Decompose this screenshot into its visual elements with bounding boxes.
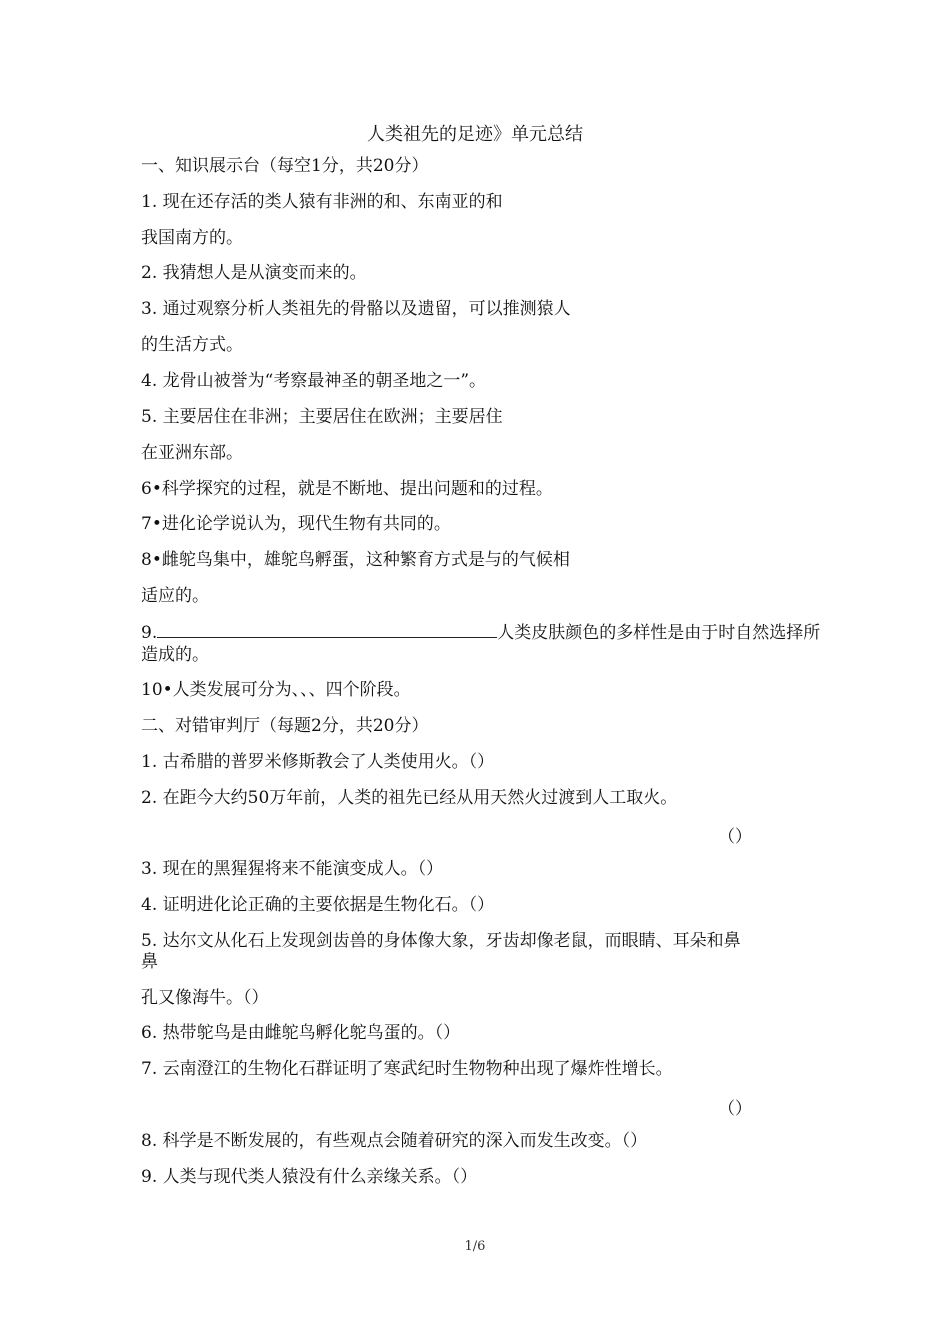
s2-question-2: 2. 在距今大约50万年前，人类的祖先已经从用天然火过渡到人工取火。 [141,788,678,808]
answer-blank [157,621,497,638]
s2-question-5b: 孔又像海牛。（） [141,988,269,1008]
s2-question-5-wrap: 鼻 [141,952,158,972]
s1-line: 的生活方式。 [141,335,243,355]
s1-line: 7•进化论学说认为，现代生物有共同的。 [141,514,451,534]
s2-question-3: 3. 现在的黑猩猩将来不能演变成人。（） [141,859,444,879]
s1-question-10: 10•人类发展可分为、、、四个阶段。 [141,680,411,700]
s1-line: 8•雌鸵鸟集中，雄鸵鸟孵蛋，这种繁育方式是与的气候相 [141,550,570,570]
s2-question-9: 9. 人类与现代类人猿没有什么亲缘关系。（） [141,1167,478,1187]
s2-question-5a: 5. 达尔文从化石上发现剑齿兽的身体像大象，牙齿却像老鼠，而眼睛、耳朵和鼻 [141,931,741,951]
s1-line: 在亚洲东部。 [141,443,243,463]
s2-question-1: 1. 古希腊的普罗米修斯教会了人类使用火。（） [141,752,495,772]
s1-line: 4. 龙骨山被誉为“考察最神圣的朝圣地之一”。 [141,371,487,391]
s1-line: 2. 我猜想人是从演变而来的。 [141,263,367,283]
q9-text: 人类皮肤颜色的多样性是由于时自然选择所造成的。 [141,623,821,665]
s1-line: 适应的。 [141,586,209,606]
s2-question-4: 4. 证明进化论正确的主要依据是生物化石。（） [141,895,495,915]
section2-heading: 二、对错审判厅（每题2分，共20分） [141,716,429,736]
s1-line: 1. 现在还存活的类人猿有非洲的和、东南亚的和 [141,192,503,212]
s2-question-2-paren: （） [718,827,752,847]
page-number: 1/6 [464,1239,486,1254]
s1-line: 我国南方的。 [141,228,243,248]
s2-question-7: 7. 云南澄江的生物化石群证明了寒武纪时生物物种出现了爆炸性增长。 [141,1059,673,1079]
document-title: 人类祖先的足迹》单元总结 [367,124,583,145]
s2-question-7-paren: （） [718,1099,752,1119]
section1-heading: 一、知识展示台（每空1分，共20分） [141,156,429,176]
s1-line: 3. 通过观察分析人类祖先的骨骼以及遗留，可以推测猿人 [141,299,571,319]
s1-question-9 [141,621,821,666]
s2-question-8: 8. 科学是不断发展的，有些观点会随着研究的深入而发生改变。（） [141,1131,648,1151]
s1-line: 6•科学探究的过程，就是不断地、提出问题和的过程。 [141,479,553,499]
s1-line: 5. 主要居住在非洲；主要居住在欧洲；主要居住 [141,407,503,427]
q9-number: 9. [141,623,158,643]
s2-question-6: 6. 热带鸵鸟是由雌鸵鸟孵化鸵鸟蛋的。（） [141,1023,461,1043]
